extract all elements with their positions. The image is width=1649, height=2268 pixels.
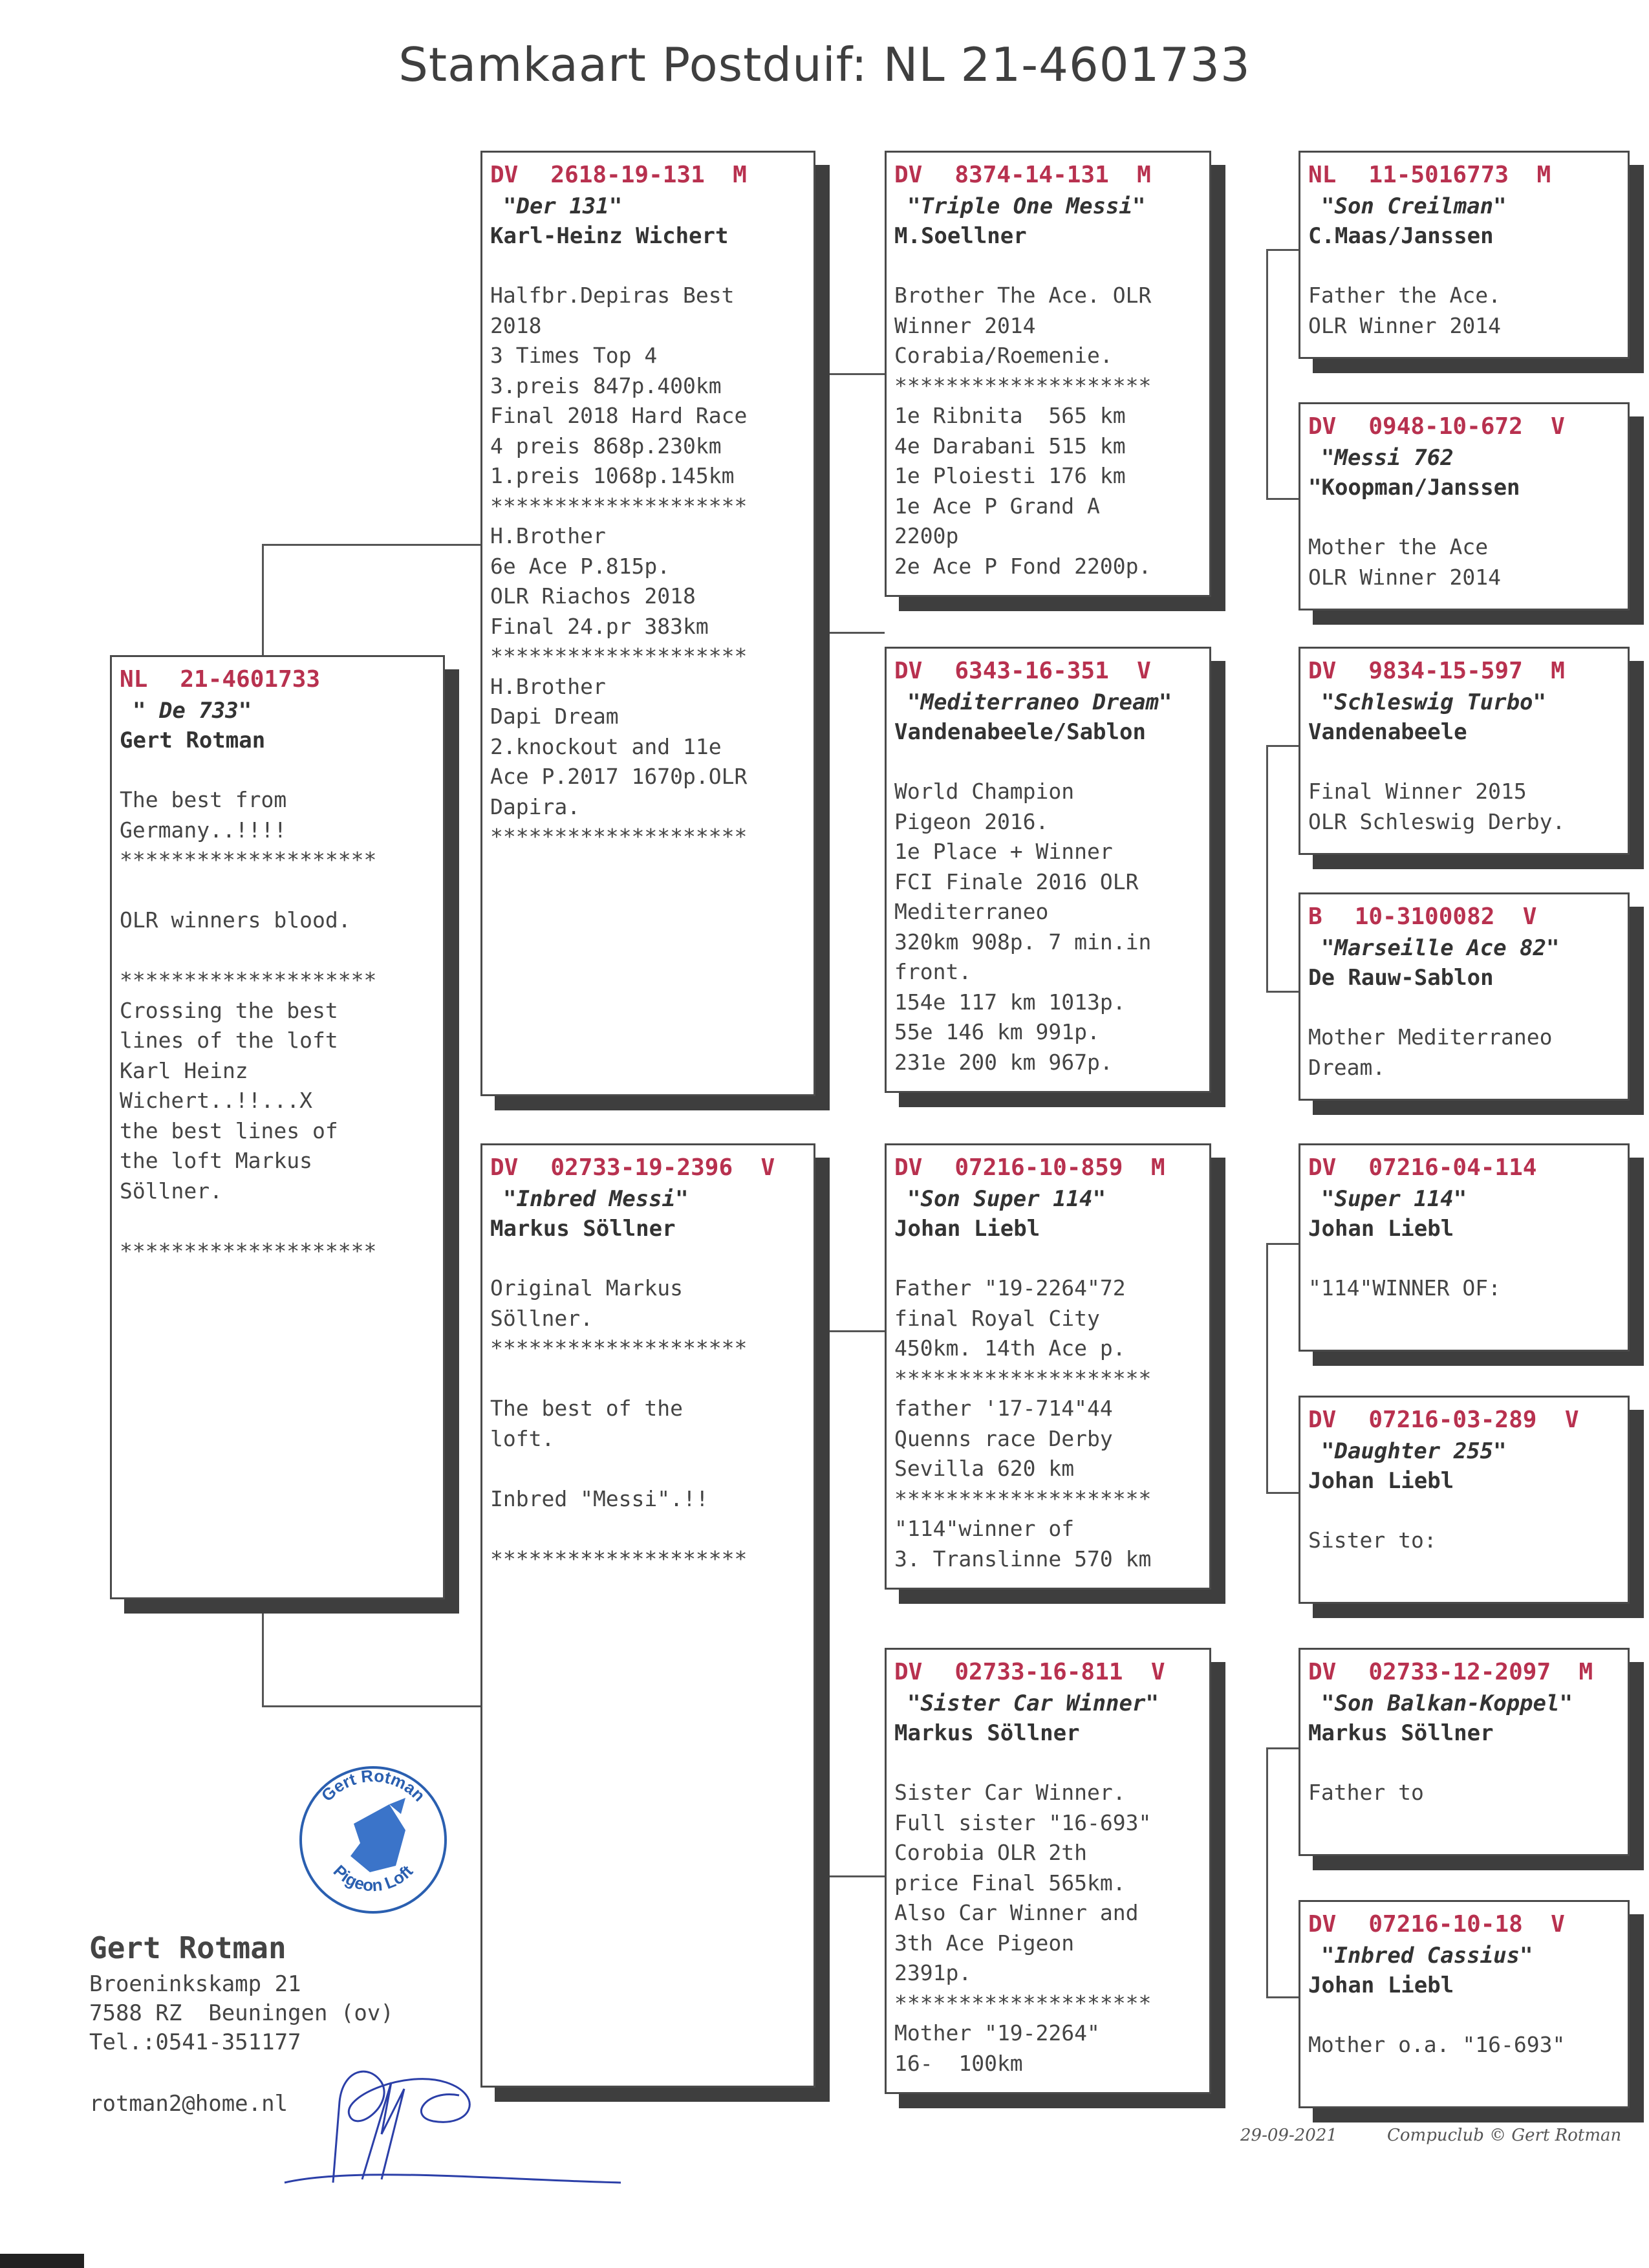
scan-corner-mark — [0, 2254, 84, 2268]
card-notes — [1308, 2030, 1620, 2060]
ring-id: 8374-14-131 — [954, 162, 1109, 188]
breeder-name: M.Soellner — [894, 223, 1027, 249]
sex-code: V — [1137, 658, 1151, 684]
note-line: Mediterraneo — [894, 899, 1049, 924]
note-line: The best of the — [490, 1396, 684, 1421]
note-line — [490, 1364, 806, 1394]
note-line: Sister to: — [1308, 1528, 1437, 1553]
note-line: "114"WINNER OF: — [1308, 1275, 1502, 1301]
note-line: 154e 117 km 1013p. — [894, 989, 1126, 1015]
country-code: DV — [1308, 1659, 1337, 1685]
note-line: Dapi Dream — [490, 704, 619, 729]
note-line: 3 Times Top 4 — [490, 343, 658, 368]
note-line: 3th Ace Pigeon — [894, 1930, 1075, 1956]
note-line: Brother The Ace. OLR — [894, 283, 1152, 308]
sex-code: M — [1536, 162, 1551, 188]
ring-id: 02733-19-2396 — [550, 1154, 733, 1181]
note-line: Father to — [1308, 1780, 1424, 1805]
note-line — [490, 1454, 806, 1484]
note-line: Wichert..!!...X — [120, 1088, 313, 1113]
note-line: Winner 2014 — [894, 312, 1036, 338]
card-notes — [894, 1778, 1202, 2079]
note-line: Söllner. — [490, 1305, 593, 1331]
note-line: OLR Winner 2014 — [1308, 312, 1502, 338]
country-code: DV — [490, 162, 519, 188]
note-line: ******************** — [490, 1335, 748, 1361]
owner-email: rotman2@home.nl — [89, 2091, 288, 2117]
note-line: Halfbr.Depiras Best — [490, 283, 735, 308]
owner-phone: Tel.:0541-351177 — [89, 2029, 301, 2055]
breeder-name: Markus Söllner — [894, 1720, 1080, 1746]
sex-code: M — [733, 162, 747, 188]
note-line: 1e Ace P Grand A — [894, 493, 1100, 519]
note-line: Dapira. — [490, 794, 581, 819]
connector-line — [826, 1330, 828, 1877]
note-line: Quenns race Derby — [894, 1425, 1113, 1451]
country-code: DV — [894, 162, 923, 188]
sex-code: V — [1551, 1911, 1565, 1938]
ring-id: 07216-03-289 — [1368, 1407, 1537, 1433]
breeder-name: Johan Liebl — [1308, 1972, 1454, 1998]
country-code: DV — [1308, 1154, 1337, 1181]
country-code: B — [1308, 903, 1322, 930]
note-line: Ace P.2017 1670p.OLR — [490, 764, 748, 789]
pedigree-card-maternal-grandfather — [885, 1143, 1211, 1590]
pigeon-name: "Marseille Ace 82" — [1321, 935, 1560, 961]
loft-stamp-logo — [292, 1759, 454, 1921]
ring-id: 9834-15-597 — [1368, 658, 1523, 684]
ring-id: 2618-19-131 — [550, 162, 705, 188]
note-line: Pigeon 2016. — [894, 808, 1049, 834]
ring-id: 11-5016773 — [1368, 162, 1509, 188]
pigeon-name: " De 733" — [133, 698, 252, 724]
sex-code: V — [1564, 1407, 1579, 1433]
breeder-name: Johan Liebl — [894, 1216, 1040, 1242]
note-line: 3.preis 847p.400km — [490, 373, 722, 398]
card-notes — [1308, 1778, 1620, 1808]
note-line: lines of the loft — [120, 1028, 338, 1053]
connector-line — [826, 373, 828, 632]
note-line: OLR winners blood. — [120, 907, 351, 933]
note-line: ******************** — [490, 493, 748, 519]
note-line: FCI Finale 2016 OLR — [894, 869, 1139, 894]
note-line: Dream. — [1308, 1054, 1386, 1080]
note-line: ******************** — [490, 824, 748, 849]
note-line: 1.preis 1068p.145km — [490, 463, 735, 488]
connector-line — [1266, 249, 1268, 498]
note-line — [490, 1514, 806, 1544]
note-line: OLR Schleswig Derby. — [1308, 808, 1566, 834]
ring-number — [490, 1152, 806, 1184]
note-line: 320km 908p. 7 min.in — [894, 929, 1152, 955]
breeder-name: Vandenabeele — [1308, 719, 1467, 745]
breeder-name: Karl-Heinz Wichert — [490, 223, 729, 249]
connector-line — [1266, 1243, 1299, 1245]
pigeon-name: "Daughter 255" — [1321, 1438, 1507, 1464]
ring-number — [1308, 159, 1620, 191]
ring-id: 02733-16-811 — [954, 1659, 1123, 1685]
note-line: OLR Riachos 2018 — [490, 583, 696, 609]
ring-id: 07216-04-114 — [1368, 1154, 1537, 1181]
ring-number — [1308, 655, 1620, 687]
card-notes — [1308, 777, 1620, 837]
note-line: Father "19-2264"72 — [894, 1275, 1126, 1301]
ring-number — [1308, 1656, 1620, 1689]
note-line: The best from — [120, 787, 287, 812]
pigeon-name: "Schleswig Turbo" — [1321, 689, 1546, 715]
pedigree-card-paternal-grandfather — [885, 151, 1211, 597]
connector-line — [1266, 249, 1299, 251]
connector-line — [826, 1875, 885, 1877]
signature-graphic — [278, 2057, 627, 2186]
breeder-name: De Rauw-Sablon — [1308, 965, 1494, 991]
pigeon-name: "Son Creilman" — [1321, 193, 1507, 219]
country-code: DV — [1308, 658, 1337, 684]
connector-line — [1266, 1492, 1299, 1494]
ring-number — [1308, 1908, 1620, 1941]
country-code: DV — [894, 658, 923, 684]
note-line: Sister Car Winner. — [894, 1780, 1126, 1805]
pedigree-card-fff — [1299, 151, 1630, 359]
note-line: 55e 146 km 991p. — [894, 1019, 1100, 1044]
owner-name: Gert Rotman — [89, 1930, 286, 1965]
note-line: ******************** — [490, 643, 748, 669]
note-line: Mother o.a. "16-693" — [1308, 2032, 1566, 2057]
note-line: 1e Ribnita 565 km — [894, 403, 1126, 428]
note-line: 2391p. — [894, 1960, 972, 1985]
note-line: Crossing the best — [120, 997, 338, 1023]
note-line: ******************** — [120, 1238, 377, 1264]
card-notes — [490, 1273, 806, 1574]
breeder-name: Johan Liebl — [1308, 1468, 1454, 1494]
pedigree-card-mmf — [1299, 1648, 1630, 1856]
pedigree-card-maternal-grandmother — [885, 1648, 1211, 2094]
note-line: H.Brother — [490, 673, 606, 699]
note-line: 2e Ace P Fond 2200p. — [894, 553, 1152, 579]
card-notes — [894, 281, 1202, 581]
owner-street: Broeninkskamp 21 — [89, 1971, 301, 1997]
country-code: DV — [490, 1154, 519, 1181]
country-code: DV — [1308, 1911, 1337, 1938]
ring-number — [894, 1152, 1202, 1184]
note-line: Mother Mediterraneo — [1308, 1024, 1553, 1050]
note-line: Corobia OLR 2th — [894, 1840, 1088, 1865]
card-notes — [1308, 1022, 1620, 1083]
card-notes — [1308, 1273, 1620, 1304]
note-line: 1e Ploiesti 176 km — [894, 463, 1126, 488]
note-line — [120, 876, 435, 906]
note-line: 2.knockout and 11e — [490, 733, 722, 759]
ring-id: 0948-10-672 — [1368, 413, 1523, 440]
pedigree-card-mmm — [1299, 1900, 1630, 2108]
ring-number — [1308, 1152, 1620, 1184]
sex-code: M — [1150, 1154, 1165, 1181]
note-line: Father the Ace. — [1308, 283, 1502, 308]
note-line: ******************** — [894, 373, 1152, 398]
pedigree-card-mother — [480, 1143, 815, 2088]
ring-id: 07216-10-859 — [954, 1154, 1123, 1181]
note-line: Final 24.pr 383km — [490, 613, 709, 639]
note-line: Karl Heinz — [120, 1057, 248, 1083]
ring-number — [1308, 1404, 1620, 1436]
card-notes — [1308, 1526, 1620, 1556]
card-notes — [1308, 281, 1620, 341]
connector-line — [262, 1610, 264, 1707]
note-line: the best lines of — [120, 1118, 338, 1143]
country-code: DV — [894, 1659, 923, 1685]
sex-code: V — [1551, 413, 1565, 440]
country-code: DV — [894, 1154, 923, 1181]
pigeon-name: "Triple One Messi" — [907, 193, 1146, 219]
pedigree-card-subject — [110, 655, 445, 1599]
note-line: Germany..!!!! — [120, 817, 287, 843]
card-notes — [1308, 532, 1620, 592]
connector-line — [1266, 1243, 1268, 1492]
pigeon-name: "Inbred Cassius" — [1321, 1943, 1533, 1969]
ring-id: 02733-12-2097 — [1368, 1659, 1551, 1685]
card-notes — [894, 1273, 1202, 1574]
note-line: 1e Place + Winner — [894, 839, 1113, 864]
note-line: the loft Markus — [120, 1148, 313, 1173]
sex-code: M — [1551, 658, 1565, 684]
connector-line — [826, 1330, 885, 1332]
note-line: Full sister "16-693" — [894, 1809, 1152, 1835]
stamp-bottom-text: Pigeon Loft — [329, 1861, 417, 1895]
pedigree-card-mff — [1299, 1143, 1630, 1352]
note-line: Mother the Ace — [1308, 534, 1489, 559]
sex-code: V — [1522, 903, 1537, 930]
note-line: front. — [894, 959, 972, 984]
breeder-name: Gert Rotman — [120, 728, 266, 753]
connector-line — [1266, 1996, 1299, 1998]
ring-number — [1308, 901, 1620, 933]
note-line: 450km. 14th Ace p. — [894, 1335, 1126, 1361]
connector-line — [826, 373, 885, 375]
pedigree-card-father — [480, 151, 815, 1096]
country-code: NL — [1308, 162, 1337, 188]
card-notes — [490, 281, 806, 852]
note-line: Sevilla 620 km — [894, 1456, 1075, 1481]
note-line: ******************** — [894, 1365, 1152, 1391]
note-line: Söllner. — [120, 1178, 222, 1204]
breeder-name: Markus Söllner — [1308, 1720, 1494, 1746]
pedigree-card-fmf — [1299, 647, 1630, 855]
note-line: 2200p — [894, 523, 959, 548]
pedigree-card-fmm — [1299, 892, 1630, 1101]
country-code: DV — [1308, 413, 1337, 440]
breeder-name: "Koopman/Janssen — [1308, 475, 1520, 501]
note-line: 4e Darabani 515 km — [894, 433, 1126, 459]
ring-number — [894, 159, 1202, 191]
note-line: 231e 200 km 967p. — [894, 1049, 1113, 1075]
note-line: ******************** — [894, 1485, 1152, 1511]
breeder-name: Markus Söllner — [490, 1216, 676, 1242]
note-line: 2018 — [490, 312, 542, 338]
note-line: Also Car Winner and — [894, 1900, 1139, 1925]
ring-number — [490, 159, 806, 191]
note-line — [120, 1206, 435, 1237]
ring-number — [1308, 411, 1620, 443]
country-code: DV — [1308, 1407, 1337, 1433]
note-line: ******************** — [490, 1546, 748, 1571]
note-line: 16- 100km — [894, 2050, 1023, 2076]
connector-line — [262, 544, 482, 546]
connector-line — [1266, 498, 1299, 500]
note-line: Inbred "Messi".!! — [490, 1485, 709, 1511]
note-line: Final Winner 2015 — [1308, 779, 1527, 804]
pigeon-icon — [350, 1804, 405, 1872]
connector-line — [262, 544, 264, 660]
note-line: World Champion — [894, 779, 1075, 804]
note-line: ******************** — [894, 1990, 1152, 2016]
sex-code: M — [1579, 1659, 1593, 1685]
note-line: Final 2018 Hard Race — [490, 403, 748, 428]
pigeon-name: "Son Super 114" — [907, 1186, 1106, 1212]
sex-code: V — [1150, 1659, 1165, 1685]
note-line: ******************** — [120, 847, 377, 872]
note-line: loft. — [490, 1425, 555, 1451]
breeder-name: Vandenabeele/Sablon — [894, 719, 1146, 745]
note-line: 3. Translinne 570 km — [894, 1546, 1152, 1571]
pigeon-name: "Super 114" — [1321, 1186, 1467, 1212]
note-line — [120, 936, 435, 966]
software-credit: Compuclub © Gert Rotman — [1387, 2126, 1622, 2145]
country-code: NL — [120, 666, 148, 693]
note-line: ******************** — [120, 967, 377, 993]
connector-line — [1266, 745, 1299, 747]
ring-number — [894, 655, 1202, 687]
connector-line — [826, 632, 885, 634]
connector-line — [262, 1705, 482, 1707]
note-line: "114"winner of — [894, 1516, 1075, 1541]
ring-id: 10-3100082 — [1354, 903, 1495, 930]
note-line: 6e Ace P.815p. — [490, 553, 671, 579]
ring-number — [894, 1656, 1202, 1689]
note-line: Original Markus — [490, 1275, 684, 1301]
page-title: Stamkaart Postduif: NL 21-4601733 — [398, 38, 1251, 92]
sex-code: V — [760, 1154, 775, 1181]
pigeon-name: "Mediterraneo Dream" — [907, 689, 1172, 715]
card-notes — [894, 777, 1202, 1077]
stamp-top-text: Gert Rotman — [317, 1766, 429, 1806]
note-line: final Royal City — [894, 1305, 1100, 1331]
pigeon-name: "Messi 762 — [1321, 445, 1454, 471]
pigeon-name: "Inbred Messi" — [503, 1186, 689, 1212]
connector-line — [1266, 1747, 1299, 1749]
sex-code: M — [1137, 162, 1151, 188]
pigeon-name: "Der 131" — [503, 193, 623, 219]
note-line: Corabia/Roemenie. — [894, 343, 1113, 368]
connector-line — [1266, 1747, 1268, 1996]
ring-id: 07216-10-18 — [1368, 1911, 1523, 1938]
connector-line — [1266, 745, 1268, 991]
pigeon-name: "Son Balkan-Koppel" — [1321, 1690, 1573, 1716]
note-line: OLR Winner 2014 — [1308, 564, 1502, 590]
note-line: father '17-714"44 — [894, 1396, 1113, 1421]
note-line: Mother "19-2264" — [894, 2020, 1100, 2046]
note-line: price Final 565km. — [894, 1870, 1126, 1895]
note-line: 4 preis 868p.230km — [490, 433, 722, 459]
pigeon-name: "Sister Car Winner" — [907, 1690, 1159, 1716]
ring-id: 21-4601733 — [180, 666, 321, 693]
note-line: H.Brother — [490, 523, 606, 548]
card-notes — [120, 785, 435, 1266]
ring-number — [120, 664, 435, 696]
connector-line — [1266, 991, 1299, 993]
ring-id: 6343-16-351 — [954, 658, 1109, 684]
pedigree-card-ffm — [1299, 402, 1630, 610]
print-date: 29-09-2021 — [1240, 2126, 1337, 2145]
owner-city: 7588 RZ Beuningen (ov) — [89, 2000, 394, 2026]
breeder-name: Johan Liebl — [1308, 1216, 1454, 1242]
pedigree-card-mfm — [1299, 1396, 1630, 1604]
pedigree-card-paternal-grandmother — [885, 647, 1211, 1093]
breeder-name: C.Maas/Janssen — [1308, 223, 1494, 249]
